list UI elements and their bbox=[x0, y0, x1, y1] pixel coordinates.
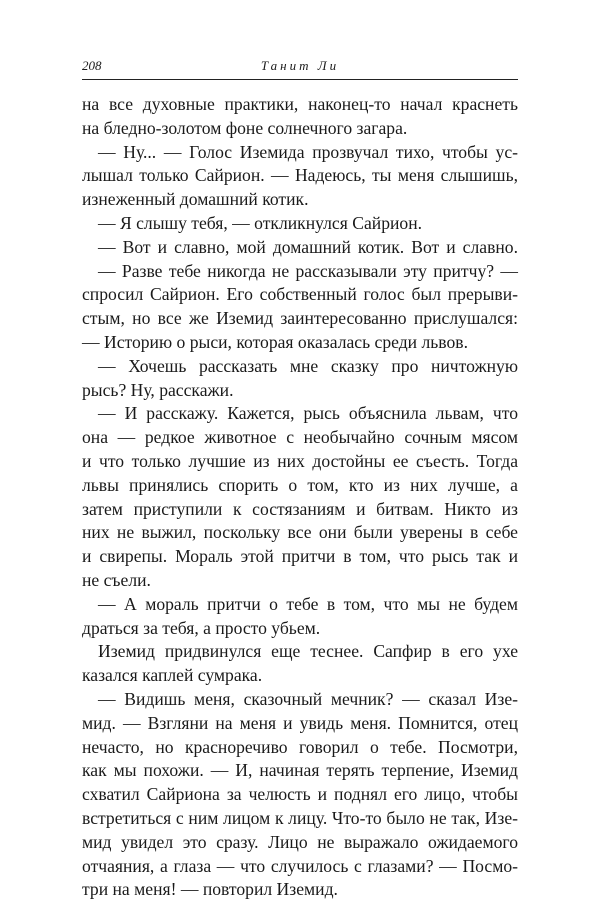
text-line: не съели. bbox=[82, 569, 151, 590]
text-line: отчаяния, а глаза — что случилось с глазами? — Посмо- bbox=[82, 855, 518, 876]
body-text bbox=[82, 93, 518, 902]
text-line: Иземид придвинулся еще теснее. Сапфир в его ухе bbox=[98, 641, 518, 662]
text-line: — Разве тебе никогда не рассказывали эту притчу? — bbox=[98, 260, 518, 281]
text-line: лышал только Сайрион. — Надеюсь, ты меня слышишь, bbox=[82, 165, 518, 186]
text-line: мид увидел это сразу. Лицо не выражало ожидаемого bbox=[82, 831, 518, 852]
text-line: них не выжил, поскольку все они были уверены в себе bbox=[82, 522, 518, 543]
text-line: спросил Сайрион. Его собственный голос был прерыви- bbox=[82, 284, 518, 305]
text-line: нечасто, но красноречиво говорил о тебе. Посмотри, bbox=[82, 736, 518, 757]
text-line: изнеженный домашний котик. bbox=[82, 189, 309, 210]
text-line: рысь? Ну, расскажи. bbox=[82, 379, 234, 400]
text-line: схватил Сайриона за челюсть и поднял его лицо, чтобы bbox=[82, 784, 518, 805]
header-rule bbox=[82, 79, 518, 80]
text-line: затем приступили к состязаниям и битвам. Никто из bbox=[82, 498, 518, 519]
text-line: казался каплей сумрака. bbox=[82, 665, 263, 686]
text-line: — Ну... — Голос Иземида прозвучал тихо, чтобы ус- bbox=[98, 141, 518, 162]
text-line: львы принялись спорить о том, кто из них лучше, а bbox=[82, 474, 518, 495]
text-line: — Видишь меня, сказочный мечник? — сказал Изе- bbox=[98, 688, 518, 709]
text-line: — Хочешь рассказать мне сказку про ничтожную bbox=[98, 355, 518, 376]
text-line: три на меня! — повторил Иземид. bbox=[82, 879, 338, 900]
text-line: мид. — Взгляни на меня и увидь меня. Помнится, отец bbox=[82, 712, 518, 733]
text-line: — А мораль притчи о тебе в том, что мы не будем bbox=[98, 593, 518, 614]
text-line: — Историю о рыси, которая оказалась среди львов. bbox=[82, 331, 468, 352]
running-title: Танит Ли bbox=[260, 58, 340, 73]
text-line: — Я слышу тебя, — откликнулся Сайрион. bbox=[98, 212, 423, 233]
text-line: драться за тебя, а просто убьем. bbox=[82, 617, 321, 638]
text-line: — Вот и славно, мой домашний котик. Вот и славно. bbox=[98, 236, 518, 257]
text-line: стым, но все же Иземид заинтересованно прислушался: bbox=[82, 308, 518, 329]
page-number: 208 bbox=[82, 58, 102, 73]
text-line: на бледно-золотом фоне солнечного загара. bbox=[82, 117, 408, 138]
text-line: и что только лучшие из них достойны ее съесть. Тогда bbox=[82, 450, 518, 471]
text-line: на все духовные практики, наконец-то начал краснеть bbox=[82, 94, 518, 114]
text-line: как мы похожи. — И, начиная терять терпение, Иземид bbox=[82, 760, 518, 781]
text-line: встретиться с ним лицом к лицу. Что-то было не так, Изе- bbox=[82, 807, 518, 828]
text-line: и свирепы. Мораль этой притчи в том, что рысь так и bbox=[82, 546, 518, 567]
text-line: — И расскажу. Кажется, рысь объяснила львам, что bbox=[98, 403, 518, 424]
text-line: она — редкое животное с необычайно сочным мясом bbox=[82, 427, 518, 448]
page-header bbox=[82, 56, 518, 78]
